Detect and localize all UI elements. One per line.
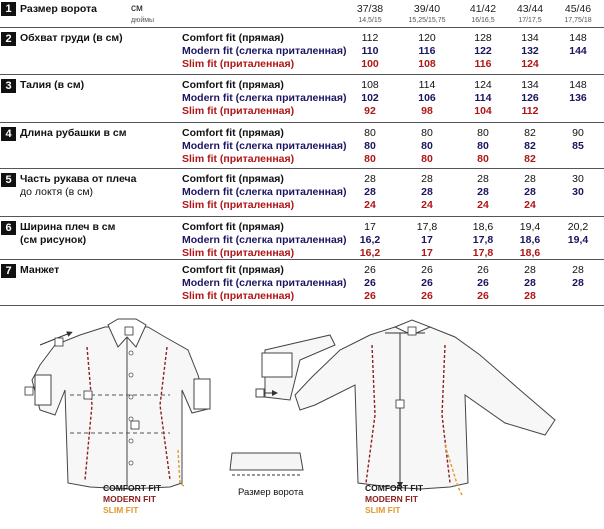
value-cell: 108 (418, 58, 436, 70)
row-number: 6 (1, 221, 16, 235)
value-cell: 124 (474, 79, 492, 91)
value-cell: 24 (477, 199, 489, 211)
value-cell: 100 (361, 58, 379, 70)
value-cell: 26 (364, 290, 376, 302)
value-cell: 28 (524, 277, 536, 289)
value-cell: 80 (421, 140, 433, 152)
legend-comfort: COMFORT FIT (103, 483, 162, 493)
value-cell: 28 (524, 173, 536, 185)
value-cell: 26 (421, 277, 433, 289)
value-cell: 28 (364, 173, 376, 185)
inch-header: 15,25/15,75 (408, 17, 446, 24)
value-cell: 17,8 (472, 234, 494, 246)
fit-slim-label: Slim fit (приталенная) (182, 58, 295, 70)
value-cell: 19,4 (567, 234, 589, 246)
row-label: Обхват груди (в см) (20, 32, 123, 44)
value-cell: 28 (524, 264, 536, 276)
row-label: Талия (в см) (20, 79, 85, 91)
measurement-row (0, 216, 604, 260)
value-cell: 80 (477, 153, 489, 165)
value-cell: 116 (418, 45, 436, 57)
value-cell: 126 (521, 92, 539, 104)
size-header: 41/42 (469, 3, 497, 15)
fit-modern-label: Modern fit (слегка приталенная) (182, 45, 347, 57)
value-cell: 19,4 (519, 221, 541, 233)
value-cell: 28 (572, 264, 584, 276)
value-cell: 17 (421, 247, 433, 259)
value-cell: 26 (477, 264, 489, 276)
value-cell: 17,8 (416, 221, 438, 233)
inch-header: 17,75/18 (564, 17, 592, 24)
unit-cm: см (131, 3, 143, 14)
value-cell: 26 (477, 277, 489, 289)
header-title: Размер ворота (20, 3, 98, 15)
collar (230, 453, 303, 475)
value-cell: 112 (361, 32, 379, 44)
fit-comfort-label: Comfort fit (прямая) (182, 173, 284, 185)
size-header: 45/46 (564, 3, 592, 15)
value-cell: 26 (421, 264, 433, 276)
row-number: 5 (1, 173, 16, 187)
value-cell: 112 (521, 105, 539, 117)
value-cell: 24 (364, 199, 376, 211)
fit-slim-label: Slim fit (приталенная) (182, 153, 295, 165)
row-label: Ширина плеч в см (20, 221, 116, 233)
fit-modern-label: Modern fit (слегка приталенная) (182, 92, 347, 104)
value-cell: 16,2 (359, 234, 381, 246)
value-cell: 17 (364, 221, 376, 233)
value-cell: 80 (421, 127, 433, 139)
value-cell: 26 (421, 290, 433, 302)
value-cell: 134 (521, 79, 539, 91)
value-cell: 92 (364, 105, 376, 117)
fit-modern-label: Modern fit (слегка приталенная) (182, 140, 347, 152)
value-cell: 26 (364, 264, 376, 276)
value-cell: 30 (572, 186, 584, 198)
value-cell: 28 (477, 173, 489, 185)
value-cell: 144 (569, 45, 587, 57)
value-cell: 116 (474, 58, 492, 70)
unit-inch: дюймы (131, 17, 155, 24)
value-cell: 17,8 (472, 247, 494, 259)
fit-comfort-label: Comfort fit (прямая) (182, 264, 284, 276)
row-number: 2 (1, 32, 16, 46)
value-cell: 110 (361, 45, 379, 57)
legend-slim: SLIM FIT (103, 505, 139, 515)
value-cell: 80 (364, 140, 376, 152)
value-cell: 82 (524, 140, 536, 152)
value-cell: 16,2 (359, 247, 381, 259)
inch-header: 14,5/15 (358, 17, 382, 24)
fit-comfort-label: Comfort fit (прямая) (182, 32, 284, 44)
measurement-row (0, 74, 604, 123)
value-cell: 98 (421, 105, 433, 117)
row-label: Длина рубашки в см (20, 127, 127, 139)
measurement-row (0, 122, 604, 169)
row-label-sub: до локтя (в см) (20, 186, 94, 198)
row-label-sub: (см рисунок) (20, 234, 87, 246)
inch-header: 16/16,5 (471, 17, 495, 24)
value-cell: 108 (361, 79, 379, 91)
legend-comfort-back: COMFORT FIT (365, 483, 424, 493)
value-cell: 18,6 (519, 234, 541, 246)
inch-header: 17/17,5 (518, 17, 542, 24)
value-cell: 26 (364, 277, 376, 289)
value-cell: 28 (421, 186, 433, 198)
value-cell: 28 (524, 290, 536, 302)
size-header: 39/40 (413, 3, 441, 15)
value-cell: 17 (421, 234, 433, 246)
legend-slim-back: SLIM FIT (365, 505, 401, 515)
collar-caption: Размер ворота (238, 487, 304, 498)
value-cell: 128 (474, 32, 492, 44)
measurement-row (0, 168, 604, 217)
value-cell: 80 (477, 140, 489, 152)
value-cell: 124 (521, 58, 539, 70)
value-cell: 132 (521, 45, 539, 57)
value-cell: 120 (418, 32, 436, 44)
value-cell: 28 (477, 186, 489, 198)
value-cell: 102 (361, 92, 379, 104)
value-cell: 104 (474, 105, 492, 117)
value-cell: 26 (477, 290, 489, 302)
fit-slim-label: Slim fit (приталенная) (182, 199, 295, 211)
measurement-row (0, 259, 604, 306)
value-cell: 148 (569, 79, 587, 91)
value-cell: 80 (364, 127, 376, 139)
fit-modern-label: Modern fit (слегка приталенная) (182, 186, 347, 198)
value-cell: 28 (572, 277, 584, 289)
value-cell: 134 (521, 32, 539, 44)
fit-comfort-label: Comfort fit (прямая) (182, 221, 284, 233)
value-cell: 28 (524, 186, 536, 198)
measurement-row (0, 27, 604, 75)
fit-modern-label: Modern fit (слегка приталенная) (182, 234, 347, 246)
fit-comfort-label: Comfort fit (прямая) (182, 127, 284, 139)
value-cell: 80 (364, 153, 376, 165)
size-header: 37/38 (356, 3, 384, 15)
shirt-diagram (0, 305, 604, 524)
size-header: 43/44 (516, 3, 544, 15)
value-cell: 24 (421, 199, 433, 211)
value-cell: 148 (569, 32, 587, 44)
row-number: 3 (1, 79, 16, 93)
fit-slim-label: Slim fit (приталенная) (182, 247, 295, 259)
value-cell: 82 (524, 127, 536, 139)
value-cell: 28 (364, 186, 376, 198)
fit-slim-label: Slim fit (приталенная) (182, 290, 295, 302)
value-cell: 18,6 (519, 247, 541, 259)
fit-slim-label: Slim fit (приталенная) (182, 105, 295, 117)
value-cell: 30 (572, 173, 584, 185)
row-number: 4 (1, 127, 16, 141)
row-label: Часть рукава от плеча (20, 173, 137, 185)
row-number: 1 (1, 2, 16, 16)
value-cell: 20,2 (567, 221, 589, 233)
value-cell: 136 (569, 92, 587, 104)
value-cell: 24 (524, 199, 536, 211)
value-cell: 122 (474, 45, 492, 57)
legend-modern: MODERN FIT (103, 494, 156, 504)
fit-comfort-label: Comfort fit (прямая) (182, 79, 284, 91)
header-row (0, 0, 604, 28)
value-cell: 18,6 (472, 221, 494, 233)
value-cell: 82 (524, 153, 536, 165)
value-cell: 114 (474, 92, 492, 104)
value-cell: 28 (421, 173, 433, 185)
row-label: Манжет (20, 264, 60, 276)
value-cell: 90 (572, 127, 584, 139)
value-cell: 85 (572, 140, 584, 152)
legend-modern-back: MODERN FIT (365, 494, 418, 504)
row-number: 7 (1, 264, 16, 278)
value-cell: 106 (418, 92, 436, 104)
value-cell: 80 (421, 153, 433, 165)
value-cell: 80 (477, 127, 489, 139)
value-cell: 114 (418, 79, 436, 91)
fit-modern-label: Modern fit (слегка приталенная) (182, 277, 347, 289)
